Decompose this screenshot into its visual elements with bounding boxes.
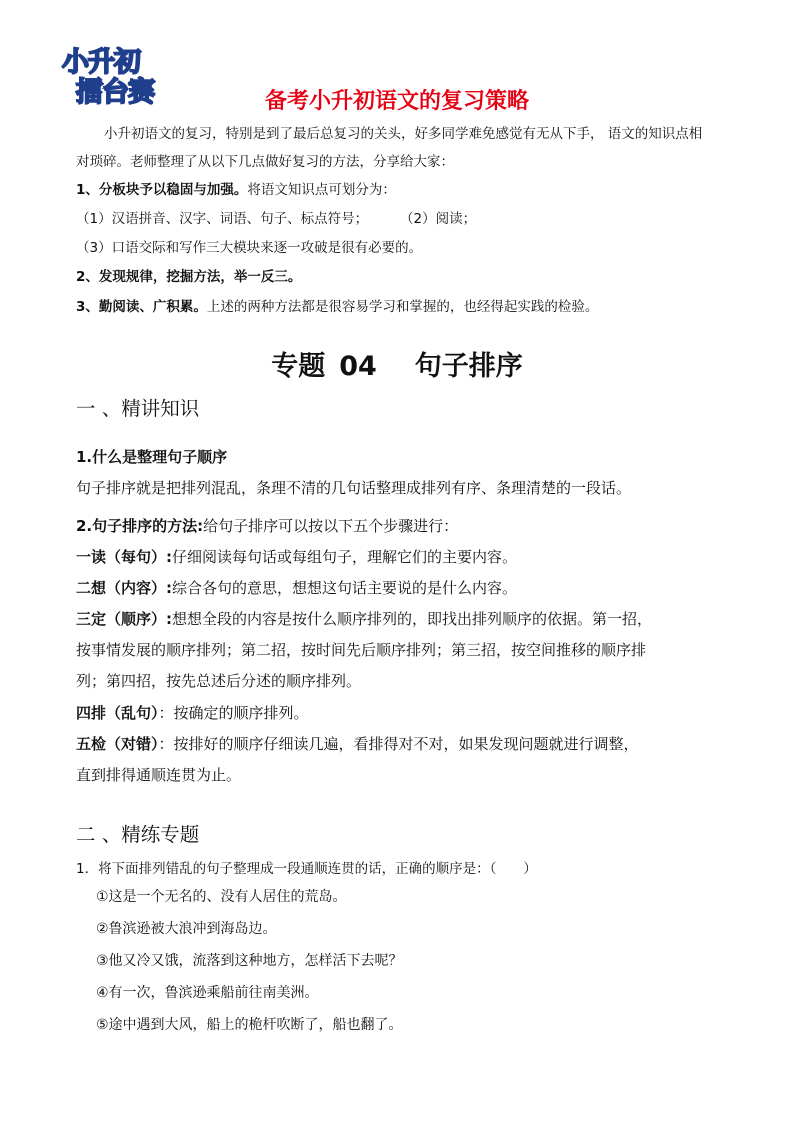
- intro-item3-text: 上述的两种方法都是很容易学习和掌握的，也经得起实践的检验。: [206, 299, 599, 315]
- intro-item1-bold: 1、分板块予以稳固与加强。: [76, 182, 248, 198]
- intro-item1-text: 将语文知识点可划分为：: [247, 182, 396, 198]
- step3: [76, 608, 652, 629]
- logo-line1: 小升初: [62, 47, 140, 78]
- intro-line2: 对琐碎。老师整理了从以下几点做好复习的方法，分享给大家：: [76, 154, 454, 170]
- option-4: ④有一次，鲁滨逊乘船前往南美洲。: [96, 985, 319, 1001]
- step3-bold: 三定（顺序）:: [76, 610, 172, 628]
- step3-line3: 列；第四招，按先总述后分述的顺序排列。: [76, 672, 362, 690]
- option-3: ③他又冷又饿，流落到这种地方，怎样活下去呢？: [96, 953, 403, 969]
- step5-line2: 直到排得通顺连贯为止。: [76, 766, 242, 784]
- q1-text: 句子排序就是把排列混乱，条理不清的几句话整理成排列有序、条理清楚的一段话。: [76, 479, 632, 497]
- step5: [76, 733, 639, 754]
- intro-item1-sub2: （2）阅读；: [400, 211, 477, 227]
- intro-item2: 2、发现规律，挖掘方法，举一反三。: [76, 269, 302, 285]
- q1-title: [76, 446, 227, 467]
- step5-text: ：按排好的顺序仔细读几遍，看排得对不对，如果发现问题就进行调整，: [158, 735, 639, 753]
- step2-text: 综合各句的意思，想想这句话主要说的是什么内容。: [172, 579, 518, 597]
- q2-text: 给句子排序可以按以下五个步骤进行：: [203, 517, 459, 535]
- intro-item3: [76, 297, 598, 317]
- step1-bold: 一读（每句）:: [76, 548, 172, 566]
- step4-bold: 四排（乱句）: [76, 704, 159, 722]
- step3-text: 想想全段的内容是按什么顺序排列的，即找出排列顺序的依据。第一招，: [172, 610, 653, 628]
- section2-heading: 二 、精练专题: [76, 823, 200, 846]
- section1-heading: 一 、精讲知识: [76, 397, 200, 420]
- intro-item1: [76, 180, 396, 200]
- intro-item3-bold: 3、勤阅读、广积累。: [76, 299, 207, 315]
- step2-bold: 二想（内容）:: [76, 579, 172, 597]
- page-title: 备考小升初语文的复习策略: [264, 89, 529, 114]
- topic-heading: [0, 344, 794, 383]
- step3-line2: 按事情发展的顺序排列；第二招，按时间先后顺序排列；第三招，按空间推移的顺序排: [76, 641, 647, 659]
- intro-line1: 小升初语文的复习，特别是到了最后总复习的关头，好多同学难免感觉有无从下手， 语文的知识点相: [104, 126, 703, 142]
- option-1: ①这是一个无名的、没有人居住的荒岛。: [96, 889, 347, 905]
- step2: [76, 577, 517, 598]
- topic-number: 04: [339, 351, 377, 382]
- question1: 1．将下面排列错乱的句子整理成一段通顺连贯的话，正确的顺序是：（ ）: [76, 861, 537, 877]
- q2-title: 2.句子排序的方法:: [76, 517, 204, 535]
- q1-title-text: 1.什么是整理句子顺序: [76, 448, 228, 466]
- step5-bold: 五检（对错）: [76, 735, 159, 753]
- intro-item1-sub3: （3）口语交际和写作三大模块来逐一攻破是很有必要的。: [76, 240, 423, 256]
- intro-item1-sub1: （1）汉语拼音、汉字、词语、句子、标点符号；: [76, 211, 369, 227]
- q2: [76, 515, 458, 536]
- option-2: ②鲁滨逊被大浪冲到海岛边。: [96, 921, 277, 937]
- topic-prefix: 专题: [271, 351, 326, 382]
- option-5: ⑤途中遇到大风，船上的桅杆吹断了，船也翻了。: [96, 1017, 403, 1033]
- step1-text: 仔细阅读每句话或每组句子，理解它们的主要内容。: [172, 548, 518, 566]
- logo-line2: 擂台赛: [76, 77, 154, 108]
- step1: [76, 546, 517, 567]
- topic-name: 句子排序: [414, 351, 523, 382]
- step4-text: ：按确定的顺序排列。: [158, 704, 309, 722]
- step4: [76, 702, 309, 723]
